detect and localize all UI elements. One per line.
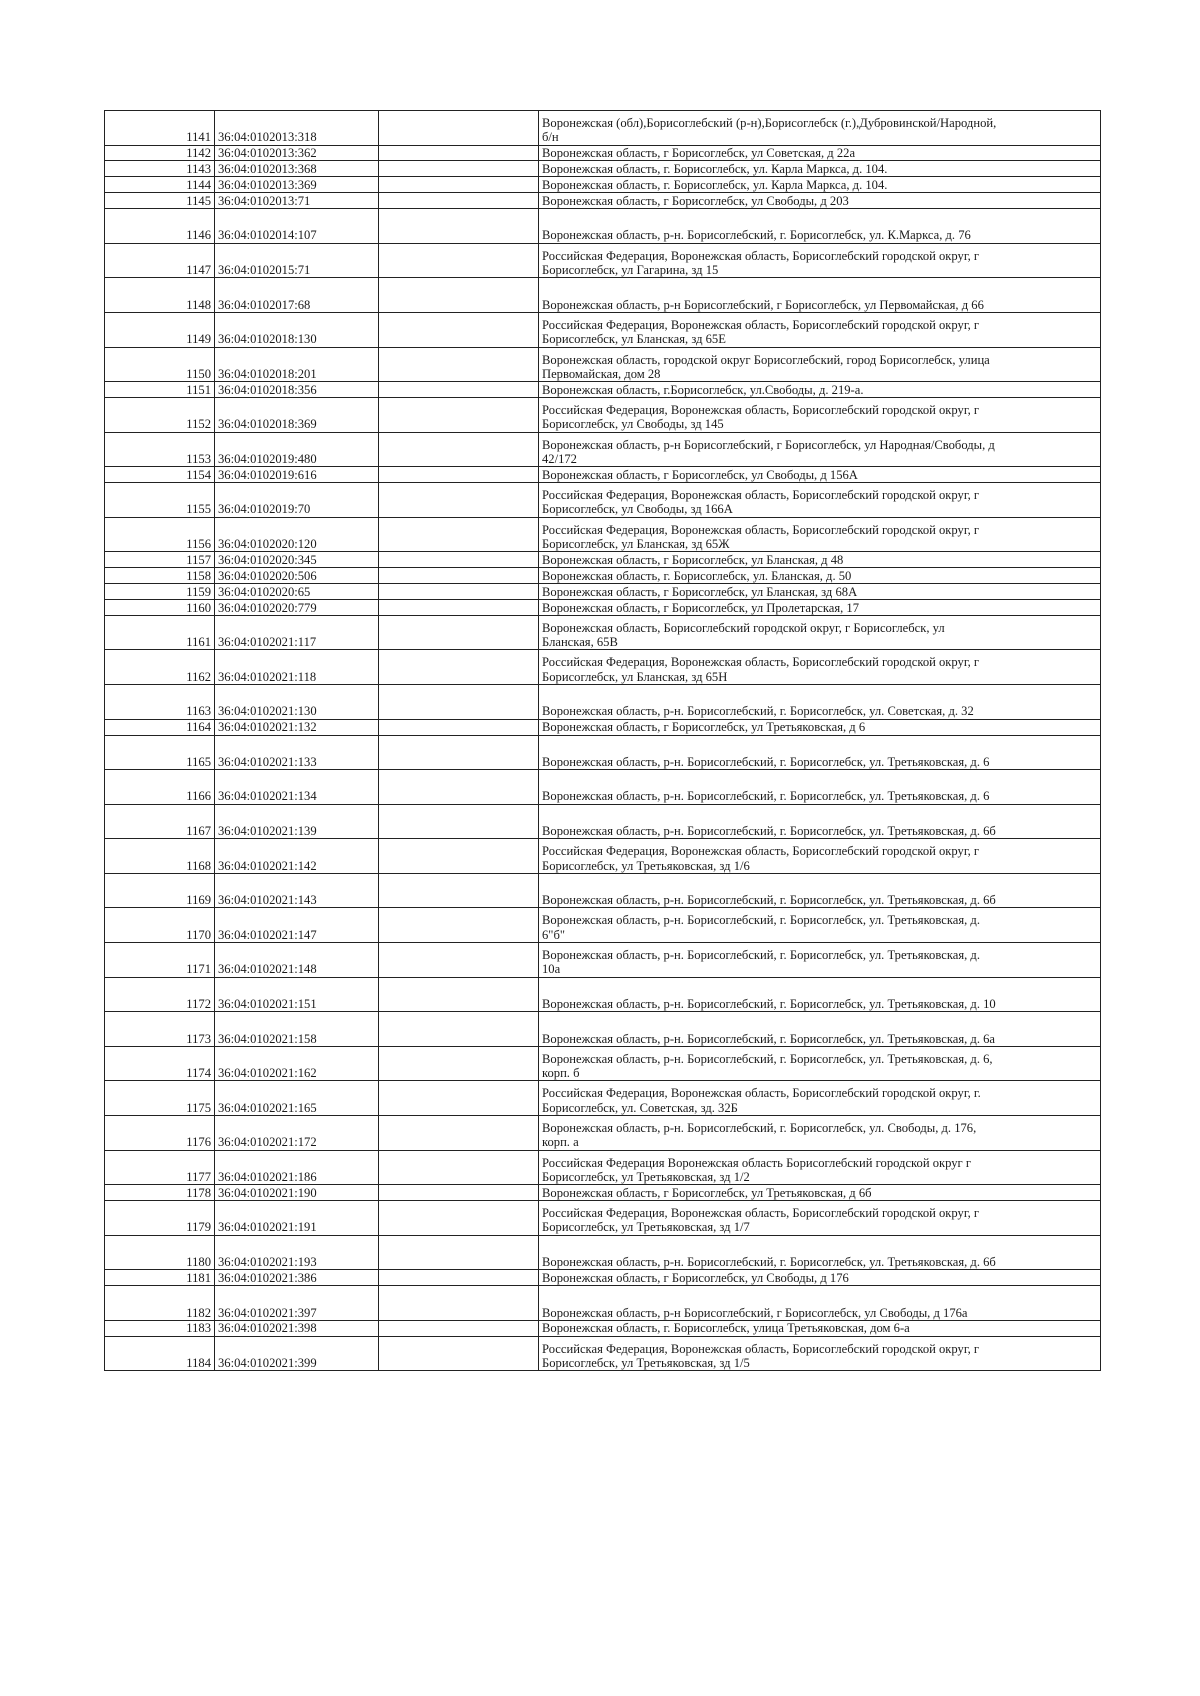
address-cell (539, 161, 1101, 177)
cadastral-number: 36:04:0102021:191 (215, 1201, 379, 1236)
empty-cell (379, 1336, 539, 1371)
row-number: 1151 (105, 382, 215, 398)
cadastral-number: 36:04:0102021:142 (215, 839, 379, 874)
cadastral-number: 36:04:0102018:369 (215, 398, 379, 433)
address-cell (539, 145, 1101, 161)
row-number: 1171 (105, 943, 215, 978)
address-line: Российская Федерация, Воронежская область, Борисоглебский городской округ, г (542, 522, 980, 537)
table-row (105, 432, 1101, 467)
empty-cell (379, 1201, 539, 1236)
table-row (105, 1012, 1101, 1047)
address-cell (539, 347, 1101, 382)
address-line: Воронежская область, Борисоглебский городской округ, г Борисоглебск, ул (542, 620, 945, 635)
table-row (105, 552, 1101, 568)
address-line: Воронежская область, р-н. Борисоглебский, г. Борисоглебск, ул. Третьяковская, д. (542, 913, 980, 928)
cadastral-number: 36:04:0102020:345 (215, 552, 379, 568)
empty-cell (379, 943, 539, 978)
empty-cell (379, 517, 539, 552)
row-number: 1184 (105, 1336, 215, 1371)
address-line: Воронежская область, р-н. Борисоглебский, г. Борисоглебск, ул. Третьяковская, д. (542, 948, 980, 963)
address-line: Воронежская область, г Борисоглебск, ул Свободы, д 203 (542, 193, 849, 208)
row-number: 1166 (105, 770, 215, 805)
table-row (105, 599, 1101, 615)
address-cell (539, 1286, 1101, 1321)
row-number: 1161 (105, 615, 215, 650)
address-cell (539, 804, 1101, 839)
row-number: 1148 (105, 278, 215, 313)
cadastral-number: 36:04:0102021:172 (215, 1116, 379, 1151)
address-cell (539, 1046, 1101, 1081)
row-number: 1167 (105, 804, 215, 839)
table-row (105, 243, 1101, 278)
table-row (105, 347, 1101, 382)
address-cell (539, 111, 1101, 146)
table-row (105, 161, 1101, 177)
row-number: 1143 (105, 161, 215, 177)
table-row (105, 615, 1101, 650)
address-line: Российская Федерация, Воронежская область, Борисоглебский городской округ, г (542, 1206, 980, 1221)
table-row (105, 568, 1101, 584)
cadastral-number: 36:04:0102013:369 (215, 177, 379, 193)
address-line: Российская Федерация, Воронежская область, Борисоглебский городской округ, г (542, 655, 980, 670)
empty-cell (379, 650, 539, 685)
address-line: Российская Федерация, Воронежская область, Борисоглебский городской округ, г. (542, 1086, 981, 1101)
address-cell (539, 432, 1101, 467)
address-line: Воронежская область, р-н Борисоглебский, г Борисоглебск, ул Свободы, д 176а (542, 1305, 968, 1320)
address-line: 6"б" (542, 927, 565, 942)
table-row (105, 735, 1101, 770)
address-cell (539, 908, 1101, 943)
table-row (105, 908, 1101, 943)
cadastral-number: 36:04:0102021:399 (215, 1336, 379, 1371)
table-row (105, 1286, 1101, 1321)
empty-cell (379, 432, 539, 467)
table-row (105, 977, 1101, 1012)
address-cell (539, 193, 1101, 209)
address-cell (539, 568, 1101, 584)
address-cell (539, 312, 1101, 347)
row-number: 1155 (105, 483, 215, 518)
cadastral-number: 36:04:0102021:130 (215, 685, 379, 720)
row-number: 1165 (105, 735, 215, 770)
cadastral-number: 36:04:0102018:201 (215, 347, 379, 382)
empty-cell (379, 1185, 539, 1201)
row-number: 1153 (105, 432, 215, 467)
empty-cell (379, 145, 539, 161)
table-row (105, 193, 1101, 209)
row-number: 1177 (105, 1150, 215, 1185)
address-line: Воронежская область, г Борисоглебск, ул Советская, д 22а (542, 146, 856, 161)
row-number: 1150 (105, 347, 215, 382)
cadastral-number: 36:04:0102020:120 (215, 517, 379, 552)
row-number: 1160 (105, 599, 215, 615)
table-row (105, 111, 1101, 146)
row-number: 1164 (105, 719, 215, 735)
table-row (105, 1336, 1101, 1371)
address-cell (539, 1201, 1101, 1236)
row-number: 1163 (105, 685, 215, 720)
row-number: 1175 (105, 1081, 215, 1116)
cadastral-number: 36:04:0102019:616 (215, 467, 379, 483)
empty-cell (379, 467, 539, 483)
address-line: Борисоглебск, ул Гагарина, зд 15 (542, 263, 719, 278)
empty-cell (379, 1046, 539, 1081)
row-number: 1146 (105, 209, 215, 244)
address-line: Воронежская область, р-н Борисоглебский, г Борисоглебск, ул Первомайская, д 66 (542, 297, 984, 312)
row-number: 1157 (105, 552, 215, 568)
cadastral-number: 36:04:0102019:70 (215, 483, 379, 518)
address-line: Воронежская область, г Борисоглебск, ул Свободы, д 176 (542, 1270, 849, 1285)
address-line: корп. а (542, 1135, 579, 1150)
address-line: Воронежская область, р-н. Борисоглебский, г. Борисоглебск, ул. Третьяковская, д. 6 (542, 789, 990, 804)
cadastral-number: 36:04:0102021:398 (215, 1320, 379, 1336)
table-row (105, 1046, 1101, 1081)
address-line: Воронежская область, г Борисоглебск, ул Третьяковская, д 6б (542, 1185, 872, 1200)
cadastral-number: 36:04:0102021:162 (215, 1046, 379, 1081)
address-cell (539, 873, 1101, 908)
address-cell (539, 770, 1101, 805)
address-line: Воронежская область, р-н. Борисоглебский, г. Борисоглебск, ул. Третьяковская, д. 10 (542, 996, 996, 1011)
cadastral-number: 36:04:0102021:118 (215, 650, 379, 685)
cadastral-number: 36:04:0102020:506 (215, 568, 379, 584)
cadastral-number: 36:04:0102021:133 (215, 735, 379, 770)
address-cell (539, 278, 1101, 313)
address-line: Борисоглебск, ул Свободы, зд 145 (542, 417, 724, 432)
address-cell (539, 382, 1101, 398)
row-number: 1180 (105, 1235, 215, 1270)
address-line: Борисоглебск, ул Свободы, зд 166А (542, 502, 733, 517)
row-number: 1149 (105, 312, 215, 347)
address-line: Российская Федерация Воронежская область Борисоглебский городской округ г (542, 1155, 972, 1170)
empty-cell (379, 111, 539, 146)
row-number: 1181 (105, 1270, 215, 1286)
address-line: Воронежская область, г Борисоглебск, ул Свободы, д 156А (542, 467, 858, 482)
empty-cell (379, 735, 539, 770)
address-cell (539, 650, 1101, 685)
address-line: Первомайская, дом 28 (542, 366, 661, 381)
address-line: Борисоглебск, ул Третьяковская, зд 1/6 (542, 858, 750, 873)
address-cell (539, 943, 1101, 978)
cadastral-number: 36:04:0102013:71 (215, 193, 379, 209)
address-cell (539, 1116, 1101, 1151)
cadastral-number: 36:04:0102021:132 (215, 719, 379, 735)
row-number: 1156 (105, 517, 215, 552)
address-cell (539, 839, 1101, 874)
address-line: корп. б (542, 1066, 580, 1081)
address-line: Воронежская область, г. Борисоглебск, ул. Карла Маркса, д. 104. (542, 162, 888, 177)
empty-cell (379, 977, 539, 1012)
address-cell (539, 398, 1101, 433)
address-cell (539, 1012, 1101, 1047)
address-cell (539, 1235, 1101, 1270)
address-line: Российская Федерация, Воронежская область, Борисоглебский городской округ, г (542, 317, 980, 332)
table-row (105, 1235, 1101, 1270)
cadastral-number: 36:04:0102021:139 (215, 804, 379, 839)
table-row (105, 1270, 1101, 1286)
address-line: Борисоглебск, ул Третьяковская, зд 1/5 (542, 1355, 750, 1370)
row-number: 1169 (105, 873, 215, 908)
address-line: Воронежская область, г Борисоглебск, ул Третьяковская, д 6 (542, 720, 866, 735)
cadastral-number: 36:04:0102015:71 (215, 243, 379, 278)
address-line: Воронежская область, р-н. Борисоглебский, г. Борисоглебск, ул. Третьяковская, д. 6б (542, 824, 996, 838)
row-number: 1176 (105, 1116, 215, 1151)
address-line: Борисоглебск, ул Третьяковская, зд 1/7 (542, 1220, 750, 1235)
empty-cell (379, 243, 539, 278)
cadastral-number: 36:04:0102021:117 (215, 615, 379, 650)
address-cell (539, 1336, 1101, 1371)
table-row (105, 770, 1101, 805)
table-row (105, 177, 1101, 193)
address-cell (539, 735, 1101, 770)
table-row (105, 584, 1101, 600)
empty-cell (379, 209, 539, 244)
table-row (105, 839, 1101, 874)
row-number: 1172 (105, 977, 215, 1012)
row-number: 1174 (105, 1046, 215, 1081)
address-line: б/н (542, 130, 559, 145)
cadastral-number: 36:04:0102018:356 (215, 382, 379, 398)
row-number: 1158 (105, 568, 215, 584)
table-row (105, 1185, 1101, 1201)
address-cell (539, 685, 1101, 720)
table-row (105, 209, 1101, 244)
address-cell (539, 615, 1101, 650)
empty-cell (379, 770, 539, 805)
empty-cell (379, 584, 539, 600)
table-row (105, 804, 1101, 839)
empty-cell (379, 1235, 539, 1270)
empty-cell (379, 615, 539, 650)
row-number: 1142 (105, 145, 215, 161)
address-line: Воронежская область, г. Борисоглебск, ул. Бланская, д. 50 (542, 568, 852, 583)
empty-cell (379, 839, 539, 874)
registry-table-wrapper (104, 110, 1100, 1371)
registry-table (104, 110, 1101, 1371)
address-cell (539, 243, 1101, 278)
address-cell (539, 209, 1101, 244)
empty-cell (379, 1012, 539, 1047)
cadastral-number: 36:04:0102021:186 (215, 1150, 379, 1185)
address-line: Борисоглебск, ул Третьяковская, зд 1/2 (542, 1169, 750, 1184)
empty-cell (379, 568, 539, 584)
cadastral-number: 36:04:0102017:68 (215, 278, 379, 313)
address-line: 10а (542, 962, 561, 977)
empty-cell (379, 1116, 539, 1151)
address-line: Воронежская (обл),Борисоглебский (р-н),Борисоглебск (г.),Дубровинской/Народной, (542, 116, 997, 130)
cadastral-number: 36:04:0102020:779 (215, 599, 379, 615)
empty-cell (379, 908, 539, 943)
empty-cell (379, 398, 539, 433)
address-cell (539, 719, 1101, 735)
address-cell (539, 552, 1101, 568)
address-line: Российская Федерация, Воронежская область, Борисоглебский городской округ, г (542, 403, 980, 418)
address-line: 42/172 (542, 451, 577, 466)
address-line: Воронежская область, р-н. Борисоглебский, г. Борисоглебск, ул. К.Маркса, д. 76 (542, 228, 971, 243)
empty-cell (379, 161, 539, 177)
empty-cell (379, 719, 539, 735)
empty-cell (379, 552, 539, 568)
table-row (105, 719, 1101, 735)
table-row (105, 382, 1101, 398)
cadastral-number: 36:04:0102021:165 (215, 1081, 379, 1116)
table-row (105, 685, 1101, 720)
address-line: Воронежская область, г Борисоглебск, ул Пролетарская, 17 (542, 600, 860, 615)
cadastral-number: 36:04:0102021:143 (215, 873, 379, 908)
cadastral-number: 36:04:0102018:130 (215, 312, 379, 347)
address-line: Воронежская область, г.Борисоглебск, ул.Свободы, д. 219-а. (542, 382, 864, 397)
address-cell (539, 977, 1101, 1012)
registry-table-body (105, 111, 1101, 1371)
address-cell (539, 1081, 1101, 1116)
address-line: Воронежская область, г Борисоглебск, ул Бланская, д 48 (542, 552, 844, 567)
row-number: 1147 (105, 243, 215, 278)
table-row (105, 467, 1101, 483)
address-line: Российская Федерация, Воронежская область, Борисоглебский городской округ, г (542, 488, 980, 503)
address-line: Воронежская область, р-н. Борисоглебский, г. Борисоглебск, ул. Третьяковская, д. 6б (542, 893, 996, 908)
address-line: Воронежская область, р-н. Борисоглебский, г. Борисоглебск, ул. Советская, д. 32 (542, 704, 974, 719)
cadastral-number: 36:04:0102021:397 (215, 1286, 379, 1321)
empty-cell (379, 382, 539, 398)
empty-cell (379, 685, 539, 720)
address-line: Воронежская область, р-н. Борисоглебский, г. Борисоглебск, ул. Третьяковская, д. 6а (542, 1031, 996, 1046)
address-line: Борисоглебск, ул Бланская, зд 65Ж (542, 536, 730, 551)
address-cell (539, 467, 1101, 483)
row-number: 1145 (105, 193, 215, 209)
address-cell (539, 1320, 1101, 1336)
row-number: 1144 (105, 177, 215, 193)
table-row (105, 650, 1101, 685)
cadastral-number: 36:04:0102021:158 (215, 1012, 379, 1047)
address-cell (539, 1270, 1101, 1286)
empty-cell (379, 193, 539, 209)
empty-cell (379, 1081, 539, 1116)
row-number: 1178 (105, 1185, 215, 1201)
row-number: 1183 (105, 1320, 215, 1336)
empty-cell (379, 1270, 539, 1286)
table-row (105, 1320, 1101, 1336)
empty-cell (379, 483, 539, 518)
cadastral-number: 36:04:0102013:362 (215, 145, 379, 161)
empty-cell (379, 312, 539, 347)
address-line: Борисоглебск, ул Бланская, зд 65Е (542, 332, 726, 347)
empty-cell (379, 347, 539, 382)
empty-cell (379, 804, 539, 839)
table-row (105, 1081, 1101, 1116)
address-line: Бланская, 65В (542, 635, 618, 650)
table-row (105, 312, 1101, 347)
address-line: Воронежская область, г. Борисоглебск, ул. Карла Маркса, д. 104. (542, 177, 888, 192)
row-number: 1162 (105, 650, 215, 685)
table-row (105, 1116, 1101, 1151)
empty-cell (379, 177, 539, 193)
address-line: Российская Федерация, Воронежская область, Борисоглебский городской округ, г (542, 248, 980, 263)
cadastral-number: 36:04:0102021:147 (215, 908, 379, 943)
address-line: Воронежская область, р-н. Борисоглебский, г. Борисоглебск, ул. Третьяковская, д. 6, (542, 1051, 993, 1066)
address-cell (539, 584, 1101, 600)
address-cell (539, 599, 1101, 615)
cadastral-number: 36:04:0102021:148 (215, 943, 379, 978)
empty-cell (379, 599, 539, 615)
address-line: Воронежская область, г Борисоглебск, ул Бланская, зд 68А (542, 584, 858, 599)
table-row (105, 483, 1101, 518)
row-number: 1173 (105, 1012, 215, 1047)
table-row (105, 517, 1101, 552)
cadastral-number: 36:04:0102021:134 (215, 770, 379, 805)
table-row (105, 145, 1101, 161)
empty-cell (379, 1286, 539, 1321)
row-number: 1154 (105, 467, 215, 483)
address-line: Борисоглебск, ул Бланская, зд 65Н (542, 669, 728, 684)
address-line: Воронежская область, р-н. Борисоглебский, г. Борисоглебск, ул. Третьяковская, д. 6б (542, 1255, 996, 1270)
cadastral-number: 36:04:0102014:107 (215, 209, 379, 244)
row-number: 1141 (105, 111, 215, 146)
address-cell (539, 1150, 1101, 1185)
cadastral-number: 36:04:0102013:368 (215, 161, 379, 177)
address-cell (539, 517, 1101, 552)
empty-cell (379, 1320, 539, 1336)
table-row (105, 398, 1101, 433)
address-line: Воронежская область, городской округ Борисоглебский, город Борисоглебск, улица (542, 352, 990, 367)
cadastral-number: 36:04:0102019:480 (215, 432, 379, 467)
table-row (105, 1150, 1101, 1185)
cadastral-number: 36:04:0102021:193 (215, 1235, 379, 1270)
empty-cell (379, 278, 539, 313)
table-row (105, 278, 1101, 313)
row-number: 1179 (105, 1201, 215, 1236)
cadastral-number: 36:04:0102021:190 (215, 1185, 379, 1201)
cadastral-number: 36:04:0102013:318 (215, 111, 379, 146)
cadastral-number: 36:04:0102020:65 (215, 584, 379, 600)
table-row (105, 943, 1101, 978)
address-cell (539, 483, 1101, 518)
empty-cell (379, 873, 539, 908)
address-cell (539, 1185, 1101, 1201)
cadastral-number: 36:04:0102021:386 (215, 1270, 379, 1286)
address-line: Воронежская область, р-н. Борисоглебский, г. Борисоглебск, ул. Свободы, д. 176, (542, 1121, 977, 1136)
address-line: Российская Федерация, Воронежская область, Борисоглебский городской округ, г (542, 1341, 980, 1356)
row-number: 1182 (105, 1286, 215, 1321)
address-line: Борисоглебск, ул. Советская, зд. 32Б (542, 1100, 738, 1115)
row-number: 1159 (105, 584, 215, 600)
table-row (105, 1201, 1101, 1236)
address-line: Воронежская область, г. Борисоглебск, улица Третьяковская, дом 6-а (542, 1321, 910, 1336)
address-line: Воронежская область, р-н. Борисоглебский, г. Борисоглебск, ул. Третьяковская, д. 6 (542, 754, 990, 769)
empty-cell (379, 1150, 539, 1185)
address-cell (539, 177, 1101, 193)
row-number: 1168 (105, 839, 215, 874)
table-row (105, 873, 1101, 908)
row-number: 1170 (105, 908, 215, 943)
row-number: 1152 (105, 398, 215, 433)
address-line: Воронежская область, р-н Борисоглебский, г Борисоглебск, ул Народная/Свободы, д (542, 437, 995, 452)
address-line: Российская Федерация, Воронежская область, Борисоглебский городской округ, г (542, 844, 980, 859)
cadastral-number: 36:04:0102021:151 (215, 977, 379, 1012)
